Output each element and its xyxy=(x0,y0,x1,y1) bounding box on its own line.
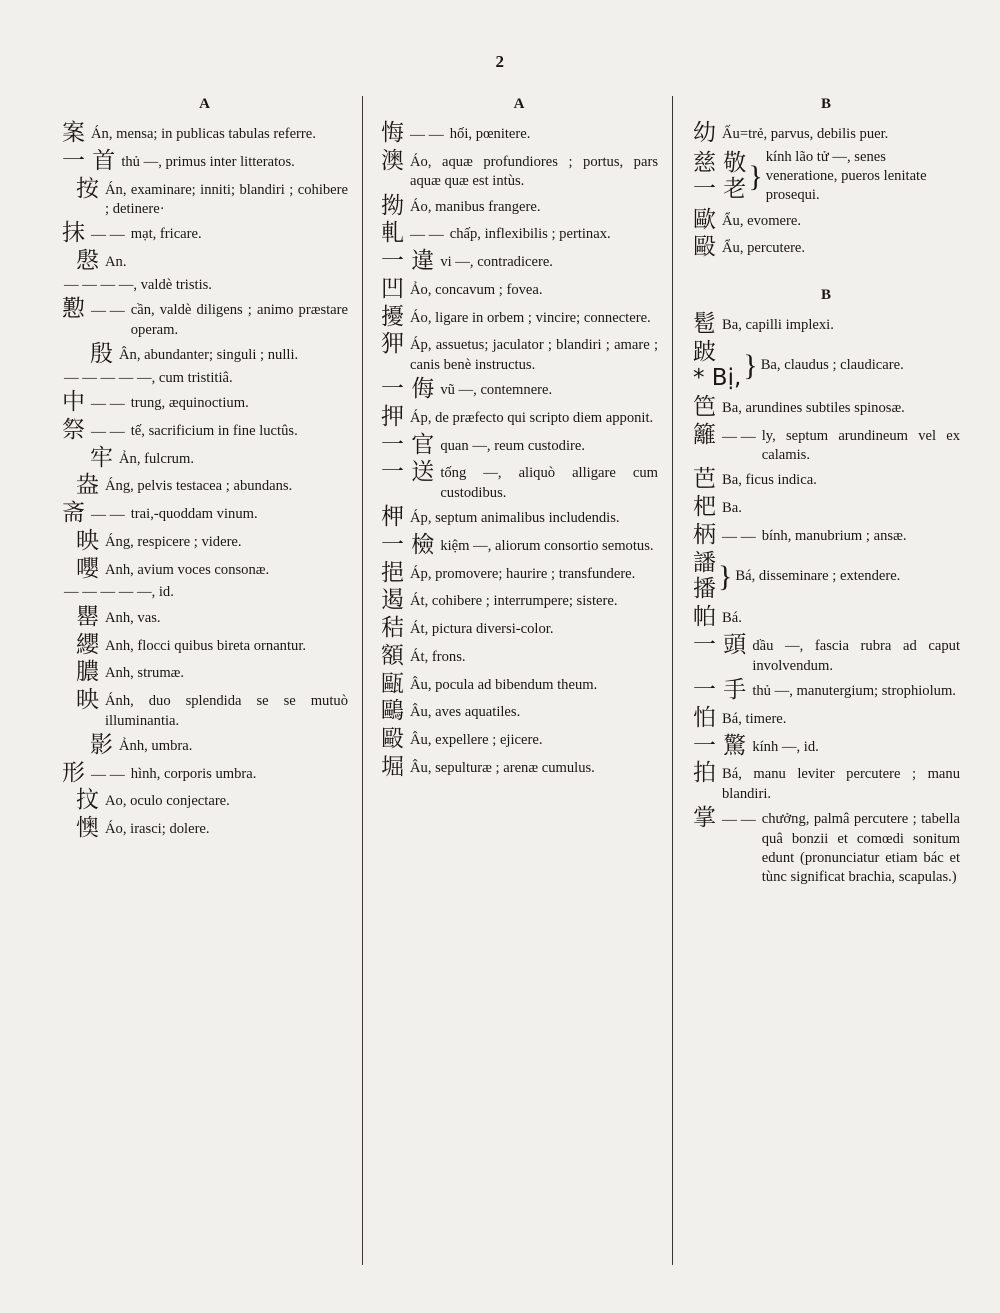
dictionary-entry xyxy=(381,671,658,698)
han-characters: 帕 xyxy=(693,604,716,631)
entry-gloss: Áng, pelvis testacea ; abundans. xyxy=(105,478,293,495)
han-characters: 一 手 xyxy=(693,677,747,704)
dictionary-entry xyxy=(62,417,348,444)
entry-dash-lead: — — xyxy=(410,227,444,244)
entry-gloss: trung, æquinoctium. xyxy=(130,395,249,412)
dictionary-entry xyxy=(62,632,348,659)
dictionary-entry xyxy=(381,248,658,275)
dictionary-entry xyxy=(381,220,658,247)
entry-gloss: Ao, oculo conjectare. xyxy=(105,793,230,810)
entry-gloss: Ba, claudus ; claudicare. xyxy=(760,356,904,373)
entry-gloss: Át, frons. xyxy=(410,648,466,665)
han-characters: 抆 xyxy=(76,787,99,814)
entry-gloss: Âu, aves aquatiles. xyxy=(410,704,521,721)
han-characters: 拗 xyxy=(381,192,404,219)
han-characters: 盎 xyxy=(76,472,99,499)
dictionary-entry xyxy=(381,331,658,375)
entry-dash-lead: — — xyxy=(91,766,125,783)
entry-gloss: chấp, inflexibilis ; pertinax. xyxy=(449,226,611,243)
entry-gloss: Át, pictura diversi-color. xyxy=(410,621,554,638)
dictionary-entry xyxy=(381,532,658,559)
entry-gloss: Ba. xyxy=(722,500,742,517)
entry-gloss: Ẩu, percutere. xyxy=(722,240,806,257)
entry-gloss: trai,-quoddam vinum. xyxy=(130,506,258,523)
entry-gloss: Ấu=trẻ, parvus, debilis puer. xyxy=(722,126,889,142)
entry-gloss: Ba, ficus indica. xyxy=(722,472,817,489)
han-characters: 懊 xyxy=(76,815,99,842)
entry-dash-lead: — — xyxy=(91,423,125,440)
dictionary-entry xyxy=(381,404,658,431)
han-characters: 挹 xyxy=(381,559,404,586)
han-characters: 籬 xyxy=(693,421,716,448)
dictionary-entry xyxy=(693,394,960,421)
entry-gloss: chưởng, palmâ percutere ; tabella quâ bonzii et comœdi sonitum edunt (pronunciatur etiam bác et tùnc significat brachia, scapulas.) xyxy=(761,811,960,886)
entry-dash-lead: — — xyxy=(91,507,125,524)
han-characters: 形 xyxy=(62,759,85,786)
han-line: 跛 xyxy=(693,338,716,365)
dictionary-entry xyxy=(693,234,960,261)
entry-gloss: Ảo, concavum ; fovea. xyxy=(410,281,543,298)
han-characters: 毆 xyxy=(381,726,404,753)
dictionary-entry xyxy=(62,472,348,499)
han-characters: 一 驚 xyxy=(693,732,747,759)
dictionary-entry xyxy=(62,176,348,220)
entry-gloss: Bá, manu leviter percutere ; manu blandiri. xyxy=(722,766,960,802)
dictionary-entry xyxy=(62,687,348,731)
entry-gloss: Âu, sepulturæ ; arenæ cumulus. xyxy=(410,759,595,776)
entry-gloss: Áo, irasci; dolere. xyxy=(105,821,210,838)
han-line: 慈 敬 xyxy=(693,149,747,176)
dictionary-entry xyxy=(62,341,348,368)
dictionary-entry xyxy=(693,522,960,549)
entry-gloss: ly, septum arundineum vel ex calamis. xyxy=(761,427,960,463)
han-characters: 甌 xyxy=(381,670,404,697)
han-characters: 抹 xyxy=(62,220,85,247)
dictionary-entry xyxy=(62,604,348,631)
han-characters: 鷗 xyxy=(381,698,404,725)
dictionary-entry xyxy=(381,193,658,220)
dictionary-entry xyxy=(381,276,658,303)
entry-dash-lead: — — xyxy=(91,396,125,413)
han-characters: 一 頭 xyxy=(693,632,747,659)
han-characters: 膿 xyxy=(76,659,99,686)
dictionary-entry xyxy=(693,494,960,521)
dictionary-entry xyxy=(381,587,658,614)
han-characters: 狎 xyxy=(381,331,404,358)
entry-dash-lead: — — xyxy=(722,812,756,829)
brace-icon: } xyxy=(748,159,763,193)
dictionary-entry xyxy=(381,376,658,403)
dictionary-entry xyxy=(693,760,960,804)
entry-gloss: Áo, ligare in orbem ; vincire; connectere. xyxy=(410,309,651,326)
han-characters: 幼 xyxy=(693,120,716,146)
column-container xyxy=(62,96,960,1265)
dictionary-entry xyxy=(62,120,348,147)
column-entries-left xyxy=(62,120,348,842)
entry-gloss: Ảnh, umbra. xyxy=(119,737,193,754)
dictionary-entry xyxy=(62,248,348,275)
entry-gloss: Áo, manibus frangere. xyxy=(410,198,541,215)
han-characters: 映 xyxy=(76,687,99,714)
entry-continuation: — — — — —, id. xyxy=(64,584,174,601)
entry-gloss: Áng, respicere ; videre. xyxy=(105,533,242,550)
dictionary-entry xyxy=(693,677,960,704)
han-characters: 怕 xyxy=(693,704,716,731)
han-characters: 牢 xyxy=(90,444,113,471)
entry-gloss: hình, corporis umbra. xyxy=(130,765,257,782)
dictionary-entry xyxy=(693,604,960,631)
entry-gloss: Ân, abundanter; singuli ; nulli. xyxy=(119,347,299,364)
entry-dash-lead: — — xyxy=(722,528,756,545)
entry-gloss: kính lão tử —, senes veneratione, pueros lenitate prosequi. xyxy=(765,148,927,203)
han-characters: 杷 xyxy=(693,494,716,521)
entry-gloss: Áp, septum animalibus includendis. xyxy=(410,510,620,527)
dictionary-entry xyxy=(381,304,658,331)
entry-gloss: Át, cohibere ; interrumpere; sistere. xyxy=(410,593,618,610)
han-characters: 拍 xyxy=(693,760,716,787)
han-characters: 斋 xyxy=(62,500,85,527)
entry-continuation: — — — — —, cum tristitiâ. xyxy=(64,369,233,386)
column-heading: B xyxy=(820,96,832,112)
han-characters: 殷 xyxy=(90,341,113,368)
entry-gloss: Anh, vas. xyxy=(105,609,161,626)
entry-gloss: cần, valdè diligens ; animo præstare operam. xyxy=(130,302,348,338)
han-characters: 按 xyxy=(76,175,99,202)
entry-dash-lead: — — xyxy=(91,303,125,320)
entry-gloss: An. xyxy=(105,254,127,271)
dictionary-entry xyxy=(62,556,348,583)
entry-gloss: thủ —, primus inter litteratos. xyxy=(121,153,295,170)
dictionary-entry xyxy=(381,148,658,192)
han-characters: 柙 xyxy=(381,504,404,531)
entry-gloss: Án, examinare; inniti; blandiri ; cohibere ; detinere· xyxy=(105,181,348,217)
han-line: 譒 xyxy=(693,549,716,576)
han-characters: 悔 xyxy=(381,120,404,146)
han-characters: 一 官 xyxy=(381,431,435,458)
brace-icon: } xyxy=(743,348,758,382)
han-characters: 芭 xyxy=(693,466,716,493)
column-heading: A xyxy=(199,96,211,112)
dictionary-entry xyxy=(693,805,960,888)
han-characters: 映 xyxy=(76,527,99,554)
column-heading: A xyxy=(513,96,526,112)
entry-gloss: Âu, pocula ad bibendum theum. xyxy=(410,676,598,693)
dictionary-entry xyxy=(381,120,658,147)
han-characters: 毆 xyxy=(693,234,716,261)
dictionary-entry xyxy=(693,120,960,147)
han-characters: 一 檢 xyxy=(381,531,435,558)
entry-gloss: bính, manubrium ; ansæ. xyxy=(761,527,907,544)
column-subheading: B xyxy=(820,287,832,304)
dictionary-entry xyxy=(62,787,348,814)
han-characters: 歐 xyxy=(693,206,716,233)
entry-gloss: Áp, promovere; haurire ; transfundere. xyxy=(410,565,636,582)
dictionary-entry xyxy=(62,500,348,527)
han-characters xyxy=(693,150,746,203)
dictionary-entry xyxy=(693,733,960,760)
entry-gloss: Anh, avium voces consonæ. xyxy=(105,561,270,578)
dictionary-entry xyxy=(62,732,348,759)
dictionary-entry xyxy=(381,726,658,753)
column-entries-middle xyxy=(381,120,658,781)
dictionary-entry xyxy=(62,445,348,472)
entry-continuation: — — — —, valdè tristis. xyxy=(64,276,212,293)
page-number: 2 xyxy=(495,52,505,71)
han-characters: 影 xyxy=(90,731,113,758)
han-characters: 髱 xyxy=(693,311,716,338)
han-characters: 凹 xyxy=(381,275,404,302)
han-characters: 罌 xyxy=(76,603,99,630)
han-characters: 中 xyxy=(62,389,85,416)
entry-gloss: vũ —, contemnere. xyxy=(440,382,553,399)
column-left xyxy=(62,96,362,1265)
dictionary-entry xyxy=(381,615,658,642)
entry-gloss: tống —, aliquò alligare cum custodibus. xyxy=(440,465,658,501)
entry-gloss: Bá. xyxy=(722,610,742,627)
entry-gloss: Án, mensa; in publicas tabulas referre. xyxy=(91,126,316,142)
dictionary-entry xyxy=(381,432,658,459)
han-line: * Bị, xyxy=(693,365,742,392)
brace-entry xyxy=(693,148,960,205)
column-right xyxy=(672,96,960,1265)
han-characters: 擾 xyxy=(381,303,404,330)
dictionary-entry xyxy=(381,754,658,781)
entry-gloss: thủ —, manutergium; strophiolum. xyxy=(752,683,956,700)
entry-gloss: Anh, flocci quibus bireta ornantur. xyxy=(105,637,307,654)
entry-dash-lead: — — xyxy=(722,428,756,445)
entry-dash-lead: — — xyxy=(410,127,444,143)
entry-gloss: kính —, id. xyxy=(752,738,819,755)
entry-gloss: Ánh, duo splendida se se mutuò illuminantia. xyxy=(105,693,348,729)
han-line: 一 老 xyxy=(693,176,747,203)
dictionary-entry xyxy=(693,422,960,466)
han-characters: 押 xyxy=(381,403,404,430)
han-characters: 案 xyxy=(62,120,85,146)
dictionary-entry xyxy=(381,643,658,670)
entry-gloss: Ba, arundines subtiles spinosæ. xyxy=(722,399,905,416)
han-characters: 秸 xyxy=(381,615,404,642)
entry-gloss: Bá, disseminare ; extendere. xyxy=(735,567,901,584)
dictionary-entry xyxy=(62,815,348,842)
dictionary-entry xyxy=(62,528,348,555)
dictionary-entry xyxy=(693,705,960,732)
entry-gloss: Áp, assuetus; jaculator ; blandiri ; amare ; canis benè instructus. xyxy=(410,337,658,373)
entry-dash-lead: — — xyxy=(91,227,125,244)
brace-entry xyxy=(693,339,960,392)
han-characters: 懃 xyxy=(62,296,85,323)
han-characters: 掌 xyxy=(693,805,716,832)
entry-gloss: Ba, capilli implexi. xyxy=(722,317,834,334)
entry-gloss: mạt, fricare. xyxy=(130,226,202,243)
dictionary-entry xyxy=(693,632,960,676)
entry-gloss: dầu —, fascia rubra ad caput involvendum. xyxy=(752,638,960,674)
entry-gloss: kiệm —, aliorum consortio semotus. xyxy=(440,537,654,554)
dictionary-entry xyxy=(381,560,658,587)
dictionary-entry xyxy=(381,698,658,725)
column-middle xyxy=(362,96,672,1265)
dictionary-entry xyxy=(381,459,658,503)
entry-gloss: Âu, expellere ; ejicere. xyxy=(410,732,543,749)
entry-gloss: Áp, de præfecto qui scripto diem apponit. xyxy=(410,409,654,426)
entry-gloss: Áo, aquæ profundiores ; portus, pars aquæ quæ est intùs. xyxy=(410,153,658,190)
han-characters: 慇 xyxy=(76,248,99,275)
han-characters: 祭 xyxy=(62,416,85,443)
han-characters: 柄 xyxy=(693,521,716,548)
han-line: 播 xyxy=(693,576,716,603)
han-characters: 一 送 xyxy=(381,459,435,486)
entry-gloss: hối, pœnitere. xyxy=(449,126,531,142)
dictionary-entry xyxy=(693,466,960,493)
entry-gloss: quan —, reum custodire. xyxy=(440,437,585,454)
dictionary-entry xyxy=(62,760,348,787)
entry-gloss: Anh, strumæ. xyxy=(105,665,185,682)
dictionary-entry xyxy=(62,148,348,175)
dictionary-entry xyxy=(381,504,658,531)
han-characters: 一 首 xyxy=(62,147,116,174)
han-characters: 嚶 xyxy=(76,555,99,582)
han-characters: 一 違 xyxy=(381,248,435,275)
dictionary-entry xyxy=(62,296,348,340)
han-characters: 遏 xyxy=(381,587,404,614)
han-characters xyxy=(693,550,716,603)
han-characters: 笆 xyxy=(693,393,716,420)
han-characters: 纓 xyxy=(76,631,99,658)
han-characters xyxy=(693,339,741,392)
column-entries-right xyxy=(693,120,960,888)
dictionary-entry xyxy=(62,220,348,247)
han-characters: 堀 xyxy=(381,753,404,780)
entry-gloss: Ẩu, evomere. xyxy=(722,212,802,229)
dictionary-entry xyxy=(693,207,960,234)
brace-icon: } xyxy=(718,559,733,593)
entry-gloss: Bá, timere. xyxy=(722,710,787,727)
han-characters: 一 侮 xyxy=(381,376,435,403)
entry-gloss: vi —, contradicere. xyxy=(440,254,553,271)
dictionary-entry xyxy=(62,389,348,416)
dictionary-entry xyxy=(693,311,960,338)
han-characters: 額 xyxy=(381,642,404,669)
entry-gloss: tế, sacrificium in fine luctûs. xyxy=(130,422,298,439)
brace-entry xyxy=(693,550,960,603)
entry-gloss: Ản, fulcrum. xyxy=(119,450,194,467)
han-characters: 澳 xyxy=(381,147,404,174)
han-characters: 軋 xyxy=(381,220,404,247)
dictionary-entry xyxy=(62,659,348,686)
